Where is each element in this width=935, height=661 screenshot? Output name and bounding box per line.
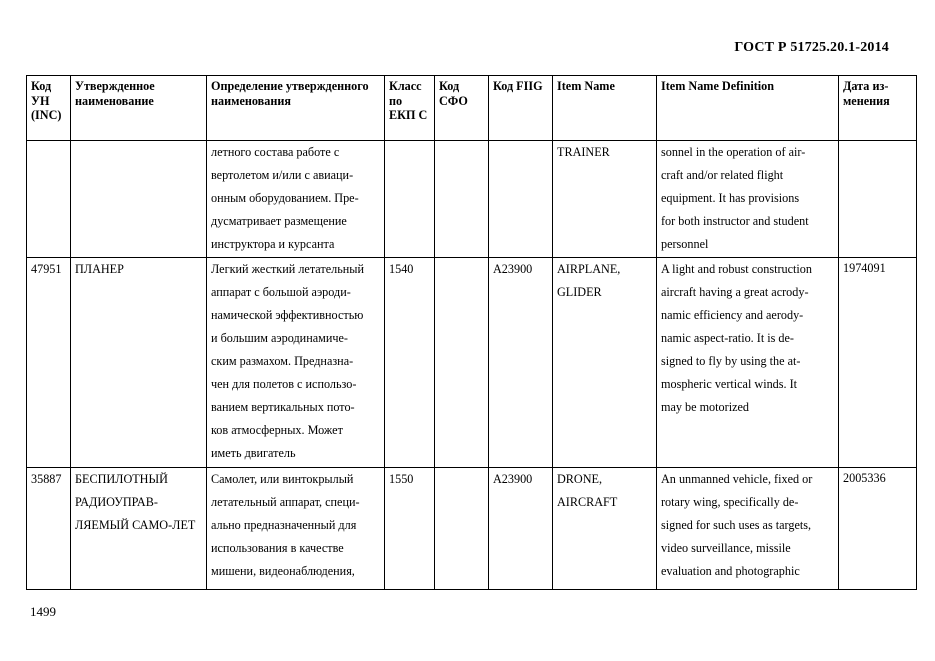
definition-line: использования в качестве (211, 541, 344, 555)
header-item-definition: Item Name Definition (657, 76, 839, 141)
table-row (27, 258, 917, 468)
cell-fiig: A23900 (489, 468, 553, 590)
cell-inc (27, 141, 71, 258)
cell-item-definition (657, 468, 839, 590)
item-definition-line: aircraft having a great acrody- (661, 285, 809, 299)
definition-line: чен для полетов с использо- (211, 377, 357, 391)
definition-line: инструктора и курсанта (211, 237, 335, 251)
definition-line: аппарат с большой аэроди- (211, 285, 351, 299)
cell-approved-name (71, 141, 207, 258)
cell-fiig: A23900 (489, 258, 553, 468)
definition-line: мишени, видеонаблюдения, (211, 564, 355, 578)
header-fiig: Код FIIG (489, 76, 553, 141)
item-definition-line: personnel (661, 237, 709, 251)
cell-sfo (435, 258, 489, 468)
item-definition-line: mospheric vertical winds. It (661, 377, 798, 391)
definition-line: летного состава работе с (211, 145, 340, 159)
table-row (27, 468, 917, 590)
table-row (27, 141, 917, 258)
item-definition-line: for both instructor and student (661, 214, 809, 228)
cell-item-definition (657, 141, 839, 258)
table-header-row (27, 76, 917, 141)
definition-line: Самолет, или винтокрылый (211, 472, 354, 486)
header-sfo: Код СФО (435, 76, 489, 141)
definition-line: Легкий жесткий летательный (211, 262, 364, 276)
definition-line: дусматривает размещение (211, 214, 347, 228)
item-definition-line: may be motorized (661, 400, 749, 414)
cell-definition (207, 141, 385, 258)
cell-sfo (435, 141, 489, 258)
item-definition-line: namic efficiency and aerody- (661, 308, 804, 322)
item-definition-line: rotary wing, specifically de- (661, 495, 799, 509)
cell-item-name: AIRPLANE, GLIDER (553, 258, 657, 468)
header-definition: Определение утвержденного наименования (207, 76, 385, 141)
cell-fiig (489, 141, 553, 258)
item-definition-line: A light and robust construction (661, 262, 812, 276)
document-standard-number: ГОСТ Р 51725.20.1-2014 (734, 40, 889, 55)
header-inc: Код УН (INC) (27, 76, 71, 141)
item-definition-line: craft and/or related flight (661, 168, 784, 182)
item-definition-line: evaluation and photographic (661, 564, 800, 578)
definition-line: ским размахом. Предназна- (211, 354, 354, 368)
cell-inc: 35887 (27, 468, 71, 590)
cell-definition (207, 258, 385, 468)
definition-line: и большим аэродинамиче- (211, 331, 348, 345)
definition-line: ков атмосферных. Может (211, 423, 343, 437)
header-class: Класс по ЕКП С (385, 76, 435, 141)
item-definition-line: signed for such uses as targets, (661, 518, 812, 532)
cell-item-definition (657, 258, 839, 468)
definition-line: ально предназначенный для (211, 518, 357, 532)
definition-line: намической эффективностью (211, 308, 364, 322)
definition-line: вертолетом и/или с авиаци- (211, 168, 354, 182)
cell-change-date: 2005336 (839, 468, 917, 590)
cell-class (385, 141, 435, 258)
header-item-name: Item Name (553, 76, 657, 141)
cell-definition (207, 468, 385, 590)
item-definition-line: signed to fly by using the at- (661, 354, 801, 368)
cell-inc: 47951 (27, 258, 71, 468)
cell-item-name: DRONE, AIRCRAFT (553, 468, 657, 590)
header-approved-name: Утвержденное наименование (71, 76, 207, 141)
item-definition-line: An unmanned vehicle, fixed or (661, 472, 813, 486)
cell-item-name: TRAINER (553, 141, 657, 258)
definition-line: летательный аппарат, специ- (211, 495, 360, 509)
cell-sfo (435, 468, 489, 590)
definition-line: ванием вертикальных пото- (211, 400, 355, 414)
definition-line: иметь двигатель (211, 446, 296, 460)
cell-class: 1540 (385, 258, 435, 468)
item-definition-line: namic aspect-ratio. It is de- (661, 331, 794, 345)
header-change-date: Дата из-менения (839, 76, 917, 141)
cell-change-date (839, 141, 917, 258)
cell-approved-name: БЕСПИЛОТНЫЙ РАДИОУПРАВ-ЛЯЕМЫЙ САМО-ЛЕТ (71, 468, 207, 590)
item-definition-line: sonnel in the operation of air- (661, 145, 806, 159)
item-definition-line: equipment. It has provisions (661, 191, 800, 205)
definition-line: онным оборудованием. Пре- (211, 191, 359, 205)
cell-class: 1550 (385, 468, 435, 590)
page-number: 1499 (30, 604, 56, 619)
item-definition-line: video surveillance, missile (661, 541, 791, 555)
cell-approved-name: ПЛАНЕР (71, 258, 207, 468)
catalog-table (26, 75, 917, 590)
cell-change-date: 1974091 (839, 258, 917, 468)
